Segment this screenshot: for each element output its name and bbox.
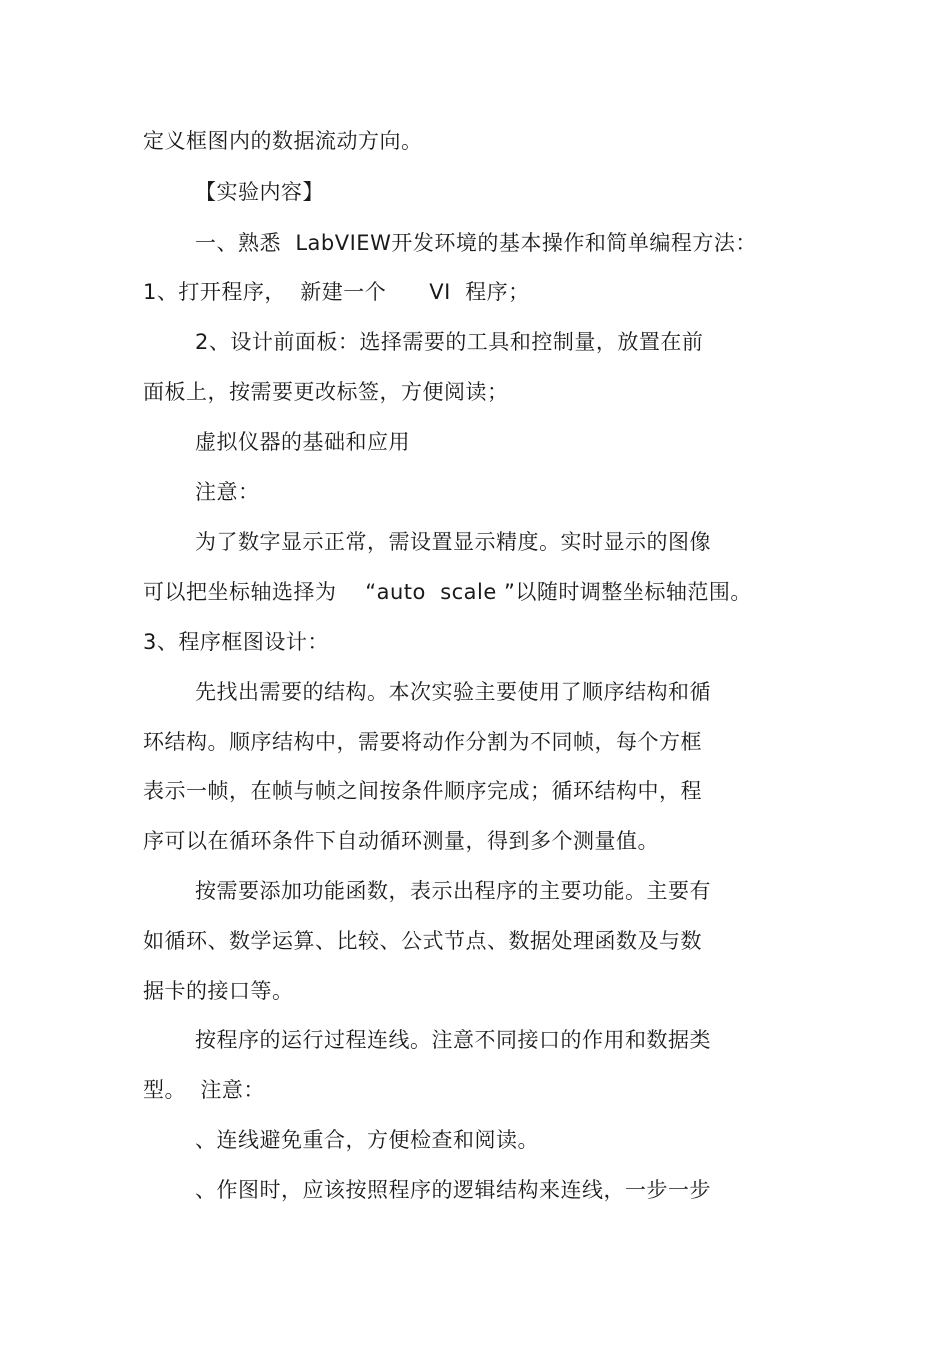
text-line: 先找出需要的结构。本次实验主要使用了顺序结构和循 [195,680,711,704]
text-line: 据卡的接口等。 [143,979,294,1003]
text-line: 、作图时，应该按照程序的逻辑结构来连线，一步一步 [195,1178,711,1202]
text-line: 序可以在循环条件下自动循环测量，得到多个测量值。 [143,829,659,853]
text-line: 定义框图内的数据流动方向。 [143,129,423,153]
text-line: 一、熟悉 LabVIEW开发环境的基本操作和简单编程方法： [195,231,757,255]
text-line: 为了数字显示正常，需设置显示精度。实时显示的图像 [195,530,711,554]
text-line: 环结构。顺序结构中，需要将动作分割为不同帧，每个方框 [143,730,702,754]
text-line: 如循环、数学运算、比较、公式节点、数据处理函数及与数 [143,929,702,953]
text-line: 表示一帧，在帧与帧之间按条件顺序完成；循环结构中，程 [143,779,702,803]
text-line: 可以把坐标轴选择为 “auto scale ”以随时调整坐标轴范围。 [143,580,752,604]
text-line: 3、程序框图设计： [143,630,329,654]
text-line: 按程序的运行过程连线。注意不同接口的作用和数据类 [195,1028,711,1052]
text-line: 注意： [195,480,260,504]
text-line: 型。 注意： [143,1078,265,1102]
text-line: 面板上，按需要更改标签，方便阅读； [143,380,509,404]
text-line: 、连线避免重合，方便检查和阅读。 [195,1128,539,1152]
text-line: 2、设计前面板：选择需要的工具和控制量，放置在前 [195,330,704,354]
text-line: 按需要添加功能函数，表示出程序的主要功能。主要有 [195,879,711,903]
text-line: 1、打开程序， 新建一个 VI 程序； [143,280,530,304]
section-heading: 【实验内容】 [195,180,324,204]
text-line: 虚拟仪器的基础和应用 [195,430,410,454]
